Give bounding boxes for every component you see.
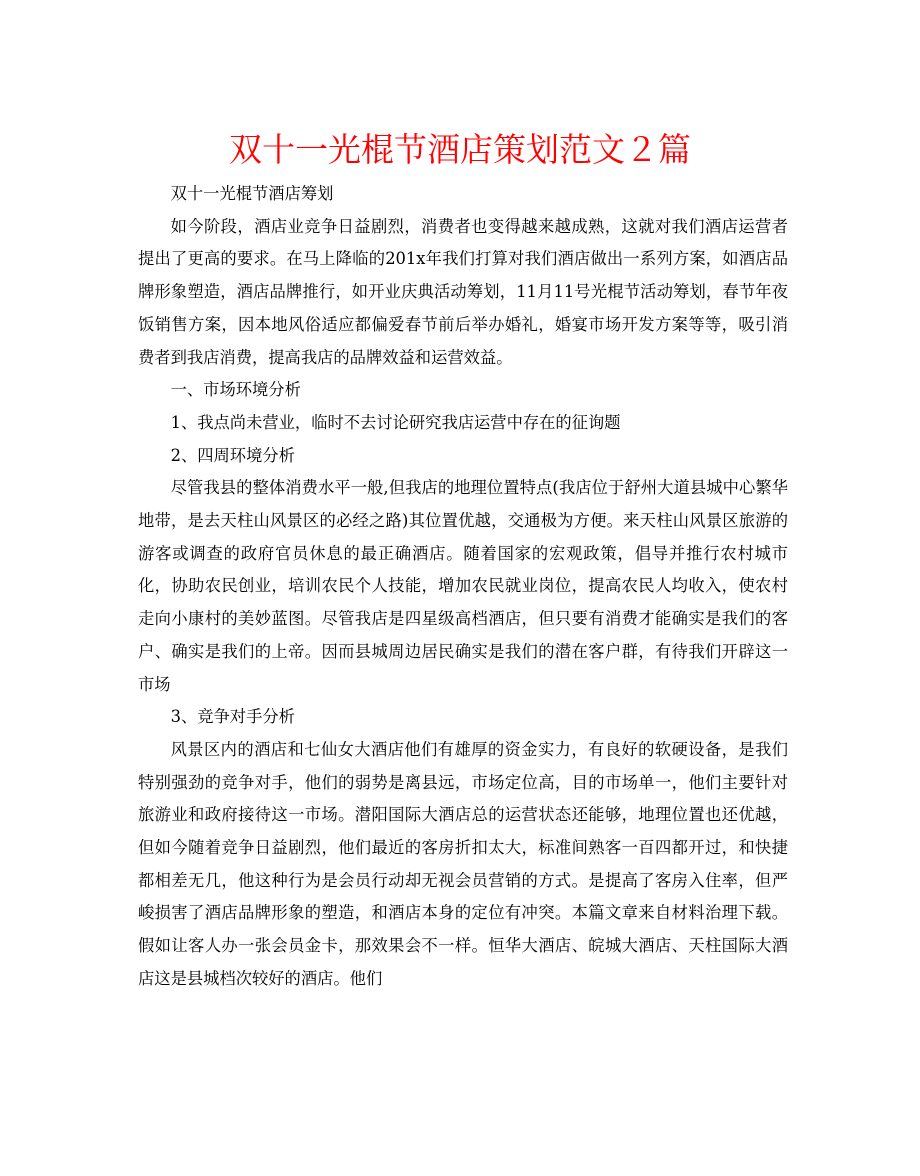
paragraph-item-1: 1、我点尚未营业，临时不去讨论研究我店运营中存在的征询题: [170, 412, 621, 432]
paragraph-item-3: 3、竞争对手分析: [170, 707, 295, 727]
paragraph-surroundings: 尽管我县的整体消费水平一般,但我店的地理位置特点(我店位于舒州大道县城中心繁华地带，是去天柱山风景区的必经之路)其位置优越，交通极为方便。来天柱山风景区旅游的游客或调查的政府官员休息的最正确酒店。随着国家的宏观政策，倡导并推行农村城市化，协助农民创业，培训农民个人技能，增加农民就业岗位，提高农民人均收入，使农村走向小康村的美妙蓝图。尽管我店是四星级高档酒店，但只要有消费才能确实是我们的客户、确实是我们的上帝。因而县城周边居民确实是我们的潜在客户群，有待我们开辟这一市场: [138, 478, 788, 694]
paragraph-subtitle: 双十一光棍节酒店筹划: [170, 184, 334, 203]
document-body: [138, 178, 788, 996]
document-title: 双十一光棍节酒店策划范文２篇: [229, 130, 691, 169]
paragraph-item-2: 2、四周环境分析: [170, 445, 295, 465]
paragraph-intro: 如今阶段，酒店业竞争日益剧烈，消费者也变得越来越成熟，这就对我们酒店运营者提出了更高的要求。在马上降临的201x年我们打算对我们酒店做出一系列方案，如酒店品牌形象塑造，酒店品牌推行，如开业庆典活动筹划，11月11号光棍节活动筹划，春节年夜饭销售方案，因本地风俗适应都偏爱春节前后举办婚礼，婚宴市场开发方案等等，吸引消费者到我店消费，提高我店的品牌效益和运营效益。: [138, 216, 788, 367]
section-heading-market: 一、市场环境分析: [170, 380, 301, 400]
paragraph-competitors: 风景区内的酒店和七仙女大酒店他们有雄厚的资金实力，有良好的软硬设备，是我们特别强劲的竞争对手，他们的弱势是离县远，市场定位高，目的市场单一，他们主要针对旅游业和政府接待这一市场。潜阳国际大酒店总的运营状态还能够，地理位置也还优越，但如今随着竞争日益剧烈，他们最近的客房折扣太大，标准间熟客一百四都开过，和快捷都相差无几，他这种行为是会员行动却无视会员营销的方式。是提高了客房入住率，但严峻损害了酒店品牌形象的塑造，和酒店本身的定位有冲突。本篇文章来自材料治理下载。假如让客人办一张会员金卡，那效果会不一样。恒华大酒店、皖城大酒店、天柱国际大酒店这是县城档次较好的酒店。他们: [138, 739, 788, 988]
